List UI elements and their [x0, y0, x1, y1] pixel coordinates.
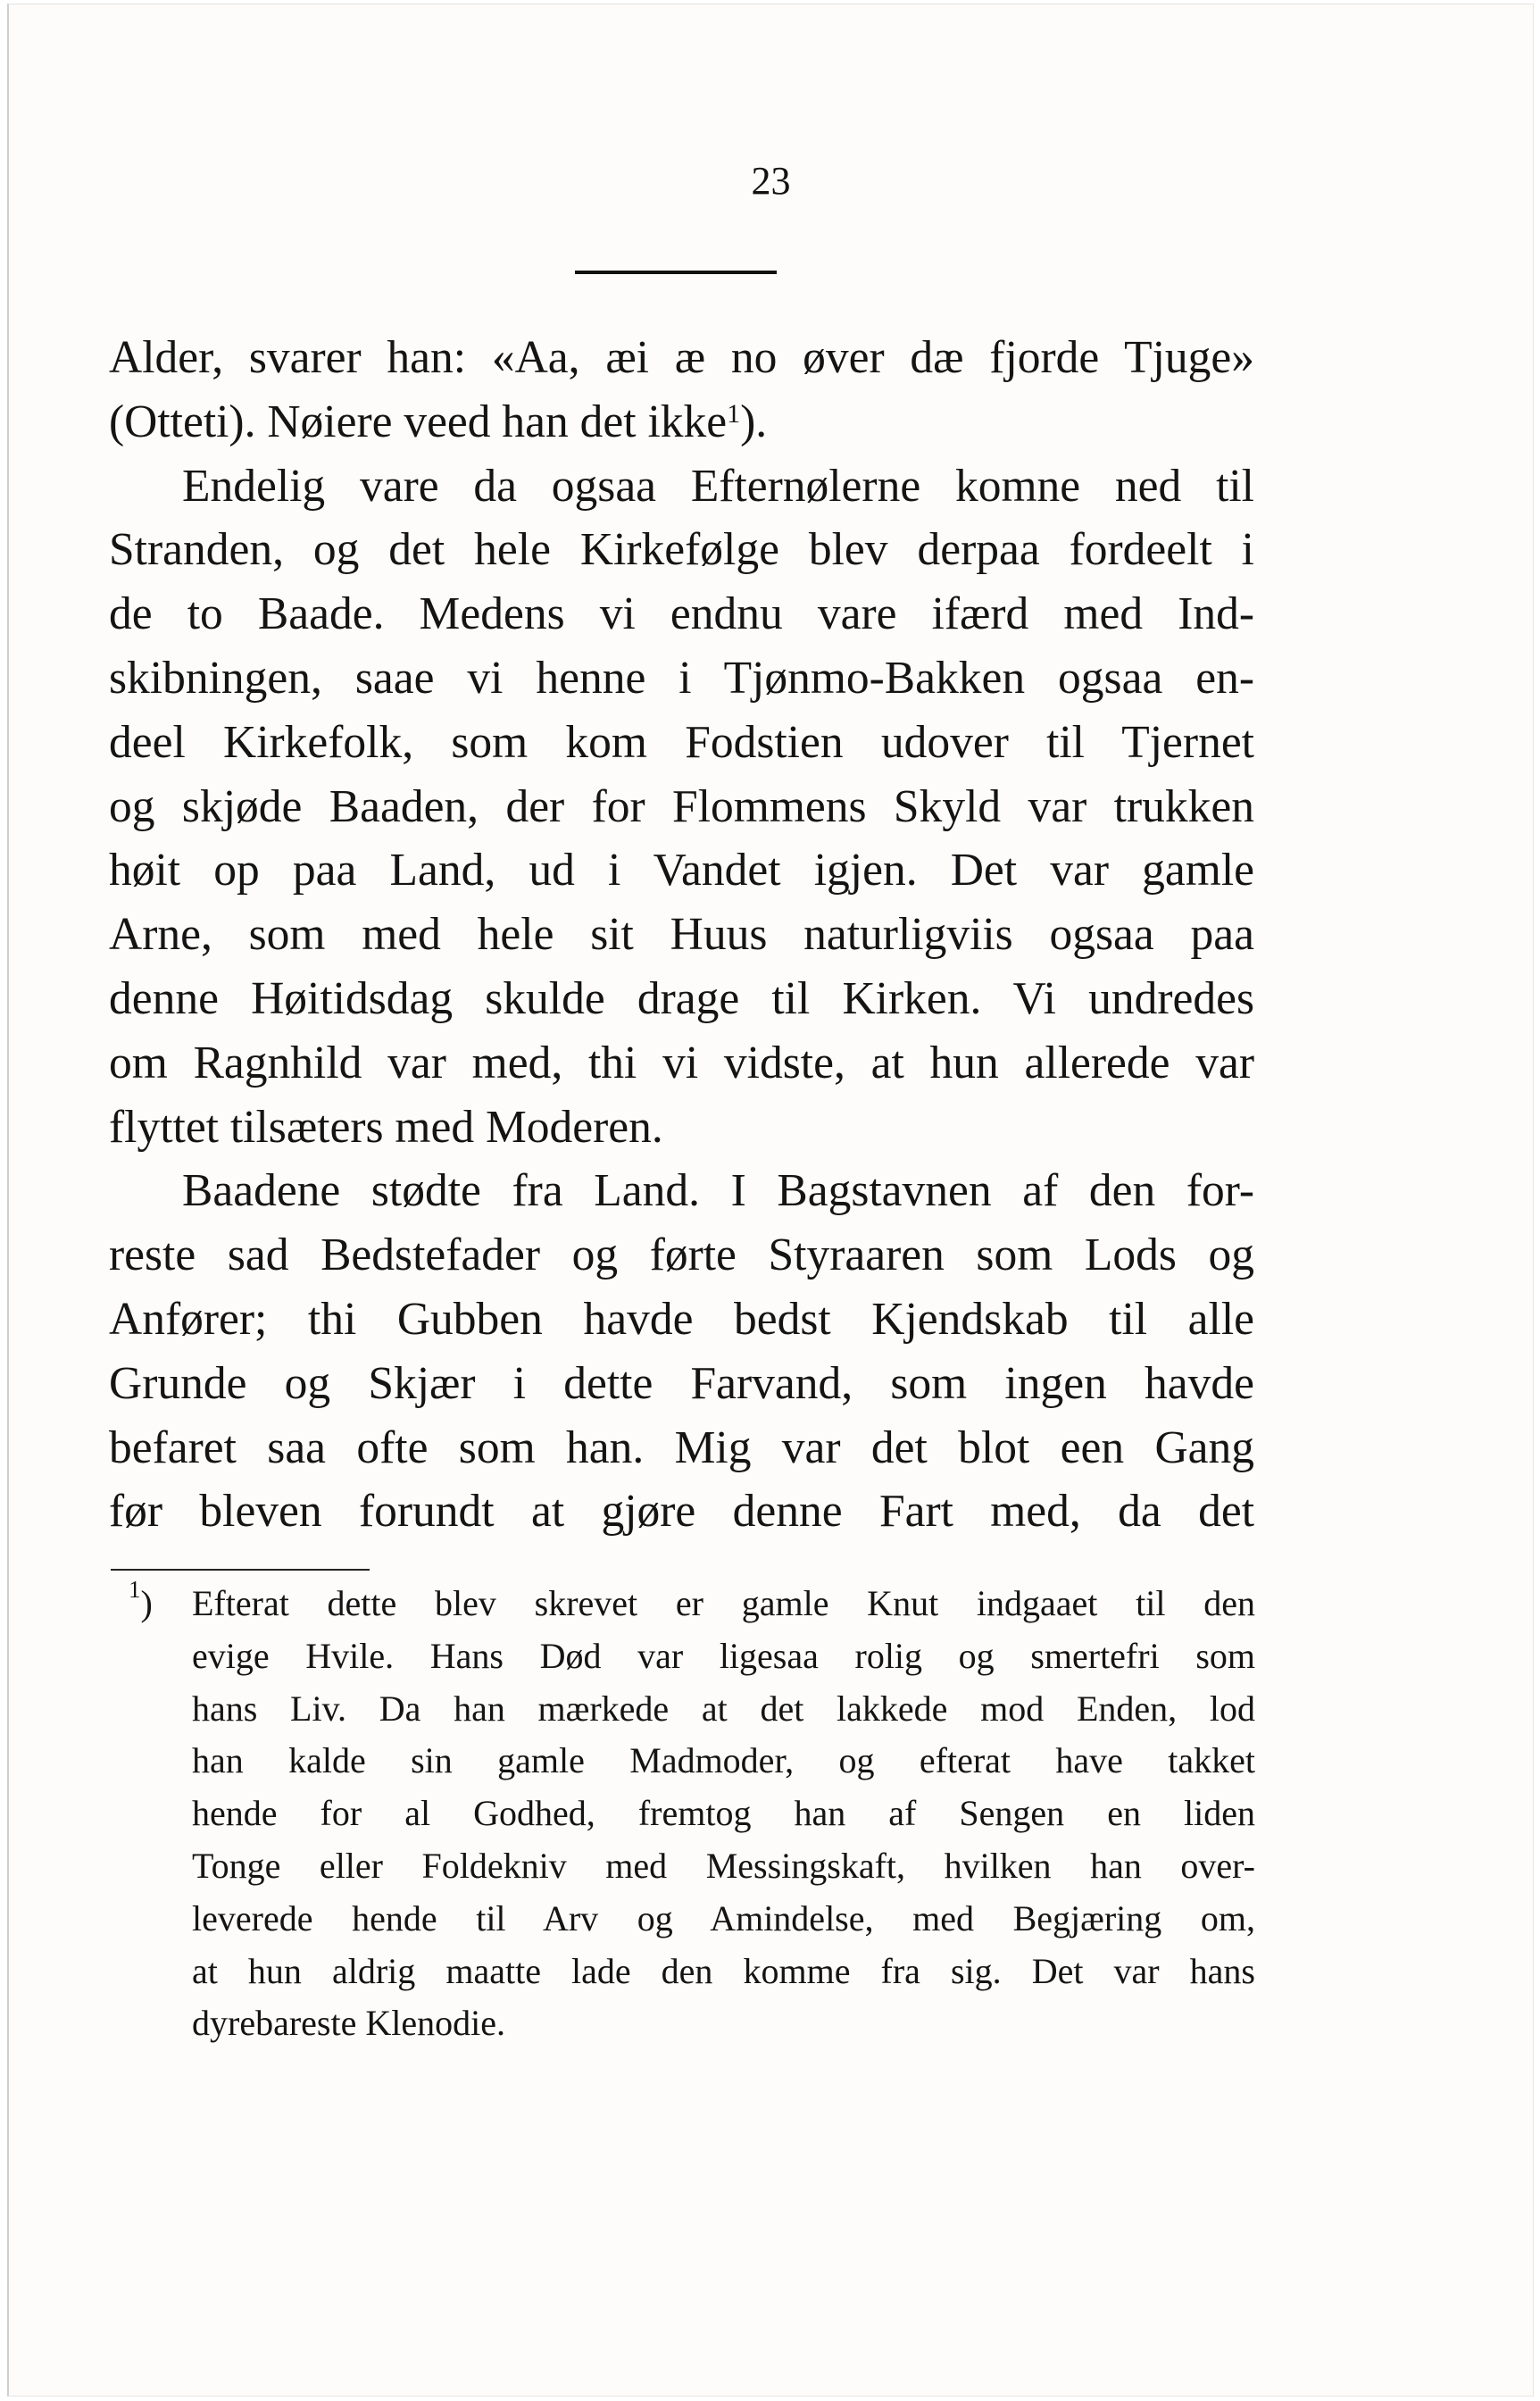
body-text [109, 326, 1254, 1544]
body-line-10: Arne, som med hele sit Huus naturligviis ogsaa paa [109, 909, 1254, 961]
footnote-line-6: Tonge eller Foldekniv med Messingskaft, hvilken han over- [192, 1845, 1255, 1886]
footnote-marker-paren: ) [140, 1583, 153, 1623]
footnote-reference: 1 [727, 398, 741, 429]
body-line-4: Stranden, og det hele Kirkefølge blev derpaa fordeelt i [109, 524, 1254, 576]
body-line-5: de to Baade. Medens vi endnu vare ifærd med Ind- [109, 588, 1254, 640]
footnote-line-7: leverede hende til Arv og Amindelse, med Begjæring om, [192, 1897, 1255, 1938]
body-line-16: Anfører; thi Gubben havde bedst Kjendskab til alle [109, 1293, 1254, 1345]
body-line-7: deel Kirkefolk, som kom Fodstien udover til Tjernet [109, 716, 1254, 768]
footnote-line-2: evige Hvile. Hans Død var ligesaa rolig og smertefri som [192, 1635, 1255, 1676]
body-line-8: og skjøde Baaden, der for Flommens Skyld var trukken [109, 780, 1254, 832]
body-line-2-text: (Otteti). Nøiere veed han det ikke [109, 396, 728, 447]
body-line-9: høit op paa Land, ud i Vandet igjen. Det var gamle [109, 845, 1254, 896]
body-line-1: Alder, svarer han: «Aa, æi æ no øver dæ fjorde Tjuge» [109, 332, 1254, 383]
footnote-marker-number: 1 [129, 1576, 141, 1603]
footnote-line-1-text: Efterat dette blev skrevet er gamle Knut indgaaet til den [192, 1583, 1255, 1623]
footnote-line-4: han kalde sin gamle Madmoder, og efterat have takket [192, 1740, 1255, 1781]
footnote-line-5: hende for al Godhed, fremtog han af Sengen en liden [192, 1793, 1255, 1834]
body-line-2 [109, 390, 1254, 454]
footnote-line-9: dyrebareste Klenodie. [192, 2003, 505, 2044]
footnote-marker [129, 1578, 153, 1630]
body-line-13: flyttet tilsæters med Moderen. [109, 1101, 663, 1153]
body-line-15: reste sad Bedstefader og førte Styraaren som Lods og [109, 1230, 1254, 1281]
page-number: 23 [751, 159, 791, 203]
body-line-2-end: ). [740, 396, 768, 447]
body-line-11: denne Høitidsdag skulde drage til Kirken. Vi undredes [109, 972, 1254, 1024]
footnote-line-8: at hun aldrig maatte lade den komme fra sig. Det var hans [192, 1950, 1255, 1991]
body-line-17: Grunde og Skjær i dette Farvand, som ingen havde [109, 1357, 1254, 1409]
body-line-14: Baadene stødte fra Land. I Bagstavnen af den for- [182, 1165, 1254, 1217]
header-rule [575, 271, 777, 274]
book-page [7, 4, 1534, 2397]
body-line-6: skibningen, saae vi henne i Tjønmo-Bakken ogsaa en- [109, 652, 1254, 704]
body-line-18: befaret saa ofte som han. Mig var det blot een Gang [109, 1421, 1254, 1473]
footnote-line-1 [129, 1578, 1255, 1630]
body-line-12: om Ragnhild var med, thi vi vidste, at hun allerede var [109, 1037, 1254, 1088]
body-line-19: før bleven forundt at gjøre denne Fart med, da det [109, 1486, 1254, 1538]
footnote-line-3: hans Liv. Da han mærkede at det lakkede mod Enden, lod [192, 1688, 1255, 1729]
body-line-3: Endelig vare da ogsaa Efternølerne komne ned til [182, 460, 1254, 512]
footnote-rule [111, 1569, 370, 1571]
footnote [129, 1578, 1255, 2050]
